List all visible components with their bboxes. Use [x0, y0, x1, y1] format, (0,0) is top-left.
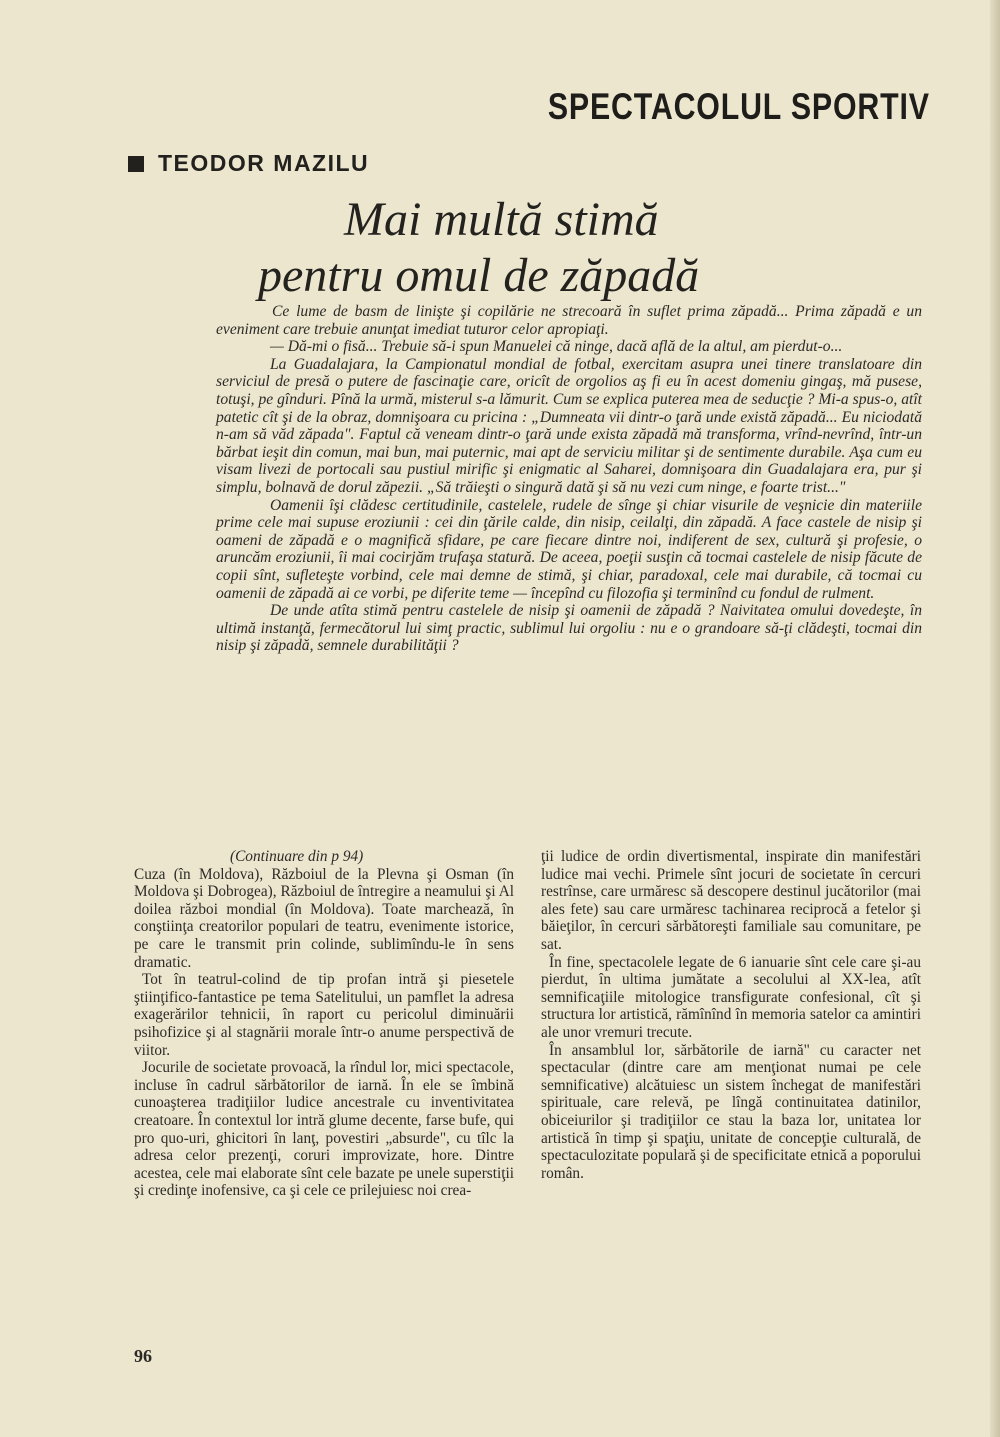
section-rubric: SPECTACOLUL SPORTIV	[548, 86, 930, 127]
column-paragraph: În fine, spectacolele legate de 6 ianuarie sînt cele care şi-au pierdut, în ultima jumătate a secolului al XX-lea, atît semnificaţiile mitologice transfigurate confesional, cît şi structura lor artistică, rămînînd în memoria satelor ca amintiri ale unor vremuri trecute.	[541, 953, 921, 1041]
column-paragraph: Tot în teatrul-colind de tip profan intră şi piesetele ştiinţifico-fantastice pe tema Satelitului, un pamflet la adresa exagerărilor tehnicii, în raport cu pericolul diminuării psihofizice şi al stagnării morale într-o anume perspectivă de viitor.	[134, 971, 514, 1059]
article-paragraph: De unde atîta stimă pentru castelele de nisip şi oamenii de zăpadă ? Naivitatea omului dovedeşte, în ultimă instanţă, fermecătorul lui simţ practic, sublimul lui orgoliu : nu e o grandoare să-ţi clădeşti, tocmai din nisip şi zăpadă, semnele durabilităţii ?	[216, 602, 922, 655]
bullet-square-icon	[128, 156, 144, 172]
article-title	[258, 192, 818, 304]
article-paragraph: — Dă-mi o fisă... Trebuie să-i spun Manuelei că ninge, dacă află de la altul, am pierdut-o...	[270, 338, 843, 356]
column-paragraph: În ansamblul lor, sărbătorile de iarnă" cu caracter net spectacular (dintre care am menţionat numai pe cele semnificative) alcătuiesc un sistem închegat de manifestări spirituale, care relevă, pe lîngă continuitatea datinilor, obiceiurilor şi tradiţiilor ce stau la baza lor, unitatea lor artistică în timp şi spaţiu, unitate de concepţie culturală, de spectaculozitate populară şi de specificitate etnică a poporului român.	[541, 1041, 921, 1182]
article-body	[216, 303, 922, 655]
continuation-label: (Continuare din p 94)	[230, 848, 364, 865]
page-edge	[990, 0, 1000, 1437]
column-paragraph: Cuza (în Moldova), Războiul de la Plevna şi Osman (în Moldova şi Dobrogea), Războiul de întregire a neamului şi Al doilea război mondial (în Moldova). Toate marchează, în conştiinţa creatorilor populari de teatru, evenimente istorice, pe care le transmit prin colinde, sublimîndu-le în sens dramatic.	[134, 865, 514, 971]
continuation-column-left	[134, 848, 514, 1200]
column-paragraph: Jocurile de societate provoacă, la rîndul lor, mici spectacole, incluse în cadrul sărbătorilor de iarnă. În ele se îmbină cunoaşterea tradiţiilor ludice ancestrale cu inventivitatea creatoare. În contextul lor intră glume decente, farse bufe, qui pro quo-uri, ghicitori în lanţ, povestiri „absurde", cu tîlc la adresa celor prezenţi, coruri improvizate, hore. Dintre acestea, cele mai elaborate sînt cele bazate pe unele superstiţii şi credinţe inofensive, ca şi cele ce prilejuiesc noi crea-	[134, 1059, 514, 1200]
article-paragraph: Ce lume de basm de linişte şi copilărie ne strecoară în suflet prima zăpadă... Prima zăpadă e un eveniment care trebuie anunţat imediat tuturor celor apropiaţi.	[216, 303, 922, 338]
author-name: TEODOR MAZILU	[158, 150, 370, 176]
title-line-1: Mai multă stimă	[344, 193, 659, 246]
page-number: 96	[134, 1346, 152, 1366]
continuation-column-right	[541, 848, 921, 1182]
author-byline	[128, 150, 369, 177]
article-paragraph: Oamenii îşi clădesc certitudinile, castelele, rudele de sînge şi chiar visurile de veşnicie din materiile prime cele mai supuse eroziunii : cei din ţările calde, din nisip, ceilalţi, din zăpadă. A face castele de nisip şi oameni de zăpadă e o magnifică sfidare, pe care fiecare dintre noi, indiferent de sex, cultură şi profesie, o aruncăm eroziunii, îi mai cocirjăm trufaşa statură. De aceea, poeţii susţin că tocmai castelele de nisip făcute de copii sînt, sufleteşte vorbind, cele mai demne de stimă, şi chiar, paradoxal, cele mai durabile, că tocmai cu oamenii de zăpadă ai ce vorbi, pe diferite teme — începînd cu filozofia şi terminînd cu fondul de rulment.	[216, 496, 922, 602]
article-paragraph: La Guadalajara, la Campionatul mondial de fotbal, exercitam asupra unei tinere translatoare din serviciul de presă o putere de fascinaţie care, oricît de orgolios aş fi eu în acest domeniu gingaş, mă pusese, totuşi, pe gînduri. Pînă la urmă, misterul s-a lămurit. Cum se explica puterea mea de seducţie ? Mi-a spus-o, atît patetic cît şi de la obraz, domnişoara cu pricina : „Dumneata vii dintr-o ţară unde există zăpadă... Eu niciodată n-am să văd zăpada". Faptul că veneam dintr-o ţară unde exista zăpadă mă transforma, vrînd-nevrînd, într-un bărbat ieşit din comun, mai bun, mai puternic, mai apt de serviciu militar şi de sentimente durabile. Aşa cum eu visam livezi de portocali sau pustiul mirific şi enigmatic al Saharei, domnişoara din Guadalajara era, pur şi simplu, bolnavă de dorul zăpezii. „Să trăieşti o singură dată şi să nu vezi cum ninge, e foarte trist..."	[216, 355, 922, 496]
title-line-2: pentru omul de zăpadă	[258, 249, 700, 302]
column-paragraph: ţii ludice de ordin divertismental, inspirate din manifestări ludice mai vechi. Primele sînt jocuri de societate în cercuri restrînse, care urmăresc să descopere destinul jucătorilor (mai ales fete) sau care urmăresc tachinarea reciprocă a fetelor şi băieţilor, în cercuri sărbătoreşti familiale sau comunitare, pe sat.	[541, 848, 921, 953]
